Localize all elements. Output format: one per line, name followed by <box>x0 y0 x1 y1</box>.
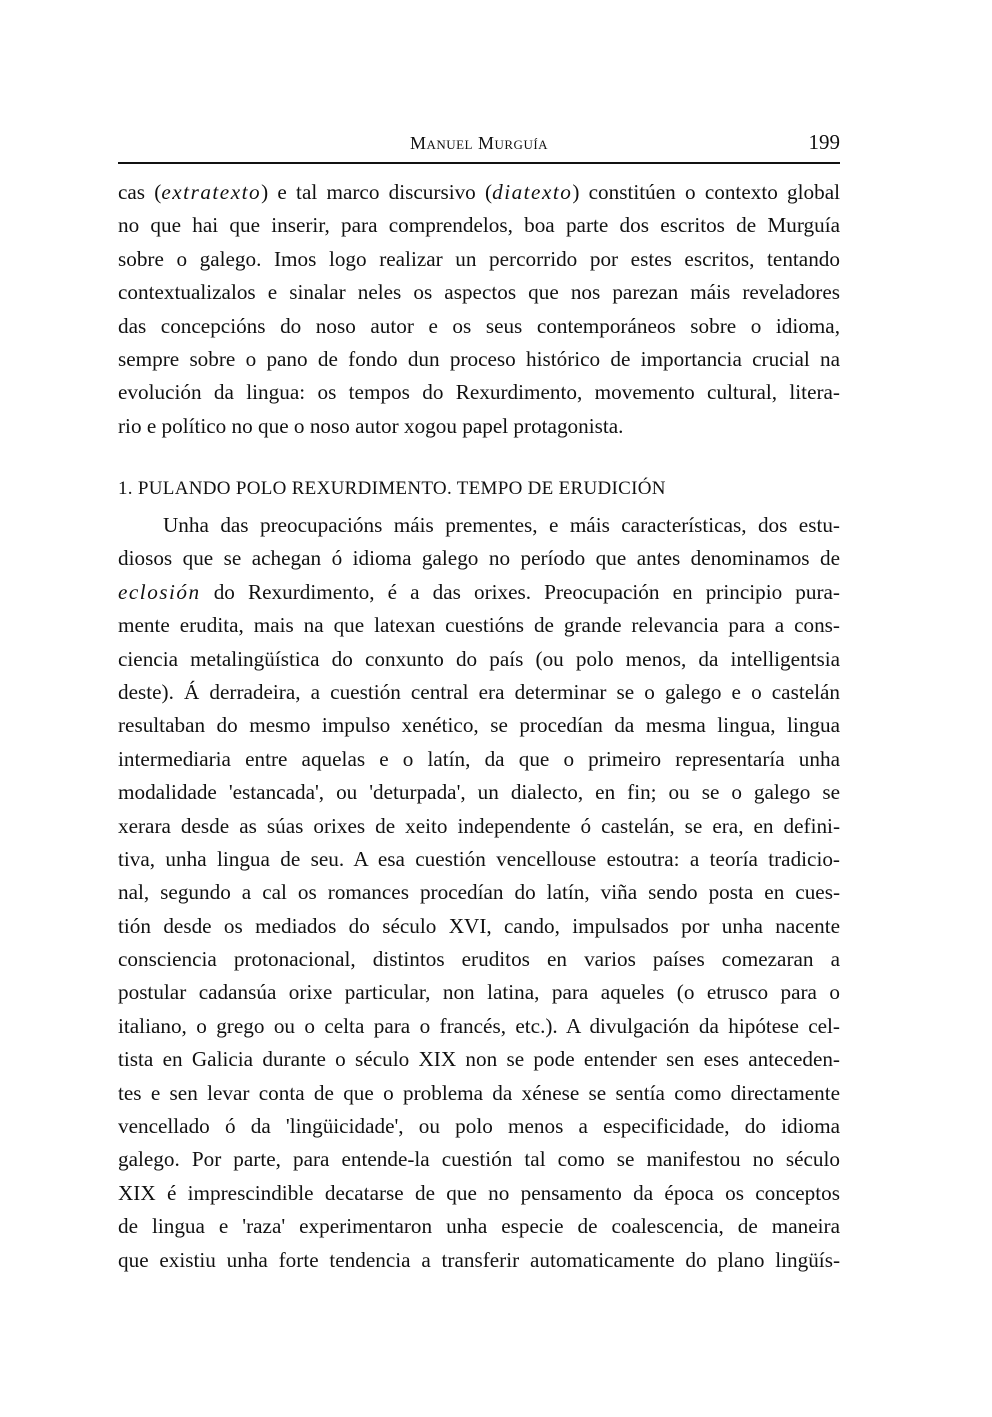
text-line: XIX é imprescindible decatarse de que no pensamento da época os conceptos <box>118 1180 840 1205</box>
paragraph-intro <box>118 176 840 443</box>
text-line: Unha das preocupacións máis prementes, e máis características, dos estu- <box>163 513 840 537</box>
emphasis-diatexto: diatexto <box>492 180 573 204</box>
section-heading: 1. PULANDO POLO REXURDIMENTO. TEMPO DE ERUDICIÓN <box>118 478 666 499</box>
text-line: rio e político no que o noso autor xogou papel protagonista. <box>118 413 624 438</box>
paragraph-section-1 <box>118 509 840 1277</box>
text-line: cas (extratexto) e tal marco discursivo (diatexto) constitúen o contexto global <box>118 180 841 204</box>
text-line: consciencia protonacional, distintos eruditos en varios países comezaran a <box>118 947 840 972</box>
text-line: xerara desde as súas orixes de xeito independente ó castelán, se era, en defini- <box>118 813 840 838</box>
text-line: mente erudita, mais na que latexan cuestións de grande relevancia para a cons- <box>118 613 840 638</box>
text-line: de lingua e 'raza' experimentaron unha especie de coalescencia, de maneira <box>118 1214 840 1239</box>
text-line: eclosión do Rexurdimento, é a das orixes. Preocupación en principio pura- <box>118 579 840 604</box>
text-line: sobre o galego. Imos logo realizar un percorrido por estes escritos, tentando <box>118 246 840 271</box>
page-number: 199 <box>808 130 840 154</box>
text-line: no que hai que inserir, para comprendelos, boa parte dos escritos de Murguía <box>118 213 840 238</box>
text-line: postular cadansúa orixe particular, non latina, para aqueles (o etrusco para o <box>118 980 840 1005</box>
text-line: ciencia metalingüística do conxunto do país (ou polo menos, da intelligentsia <box>118 646 840 671</box>
text-line: galego. Por parte, para entende-la cuestión tal como se manifestou no século <box>118 1147 840 1172</box>
text-line: vencellado ó da 'lingüicidade', ou polo menos a especificidade, do idioma <box>118 1114 840 1139</box>
text-line: modalidade 'estancada', ou 'deturpada', un dialecto, en fin; ou se o galego se <box>118 780 840 805</box>
text-line: tión desde os mediados do século XVI, cando, impulsados por unha nacente <box>118 913 840 938</box>
text-line: tiva, unha lingua de seu. A esa cuestión vencellouse estoutra: a teoría tradicio- <box>118 846 840 871</box>
emphasis-extratexto: extratexto <box>161 180 262 204</box>
running-head: Manuel Murguía <box>409 133 549 153</box>
text-line: intermediaria entre aquelas e o latín, da que o primeiro representaría unha <box>118 746 840 771</box>
text-line: que existiu unha forte tendencia a transferir automaticamente do plano lingüís- <box>118 1247 840 1272</box>
text-line: deste). Á derradeira, a cuestión central era determinar se o galego e o castelán <box>118 679 840 704</box>
text-line: tes e sen levar conta de que o problema da xénese se sentía como directamente <box>118 1080 840 1105</box>
text-line: diosos que se achegan ó idioma galego no período que antes denominamos de <box>118 546 840 571</box>
text-line: tista en Galicia durante o século XIX non se pode entender sen eses anteceden- <box>118 1047 840 1072</box>
emphasis-eclosion: eclosión <box>118 579 201 604</box>
text-line: italiano, o grego ou o celta para o francés, etc.). A divulgación da hipótese cel- <box>118 1013 840 1038</box>
text-line: sempre sobre o pano de fondo dun proceso histórico de importancia crucial na <box>118 346 840 371</box>
text-line: contextualizalos e sinalar neles os aspectos que nos parezan máis reveladores <box>118 280 840 305</box>
page-header <box>118 128 840 164</box>
text-line: das concepcións do noso autor e os seus contemporáneos sobre o idioma, <box>118 313 840 338</box>
text-line: evolución da lingua: os tempos do Rexurdimento, movemento cultural, litera- <box>118 380 840 405</box>
text-line: nal, segundo a cal os romances procedían do latín, viña sendo posta en cues- <box>118 880 840 905</box>
text-line: resultaban do mesmo impulso xenético, se procedían da mesma lingua, lingua <box>118 713 840 738</box>
